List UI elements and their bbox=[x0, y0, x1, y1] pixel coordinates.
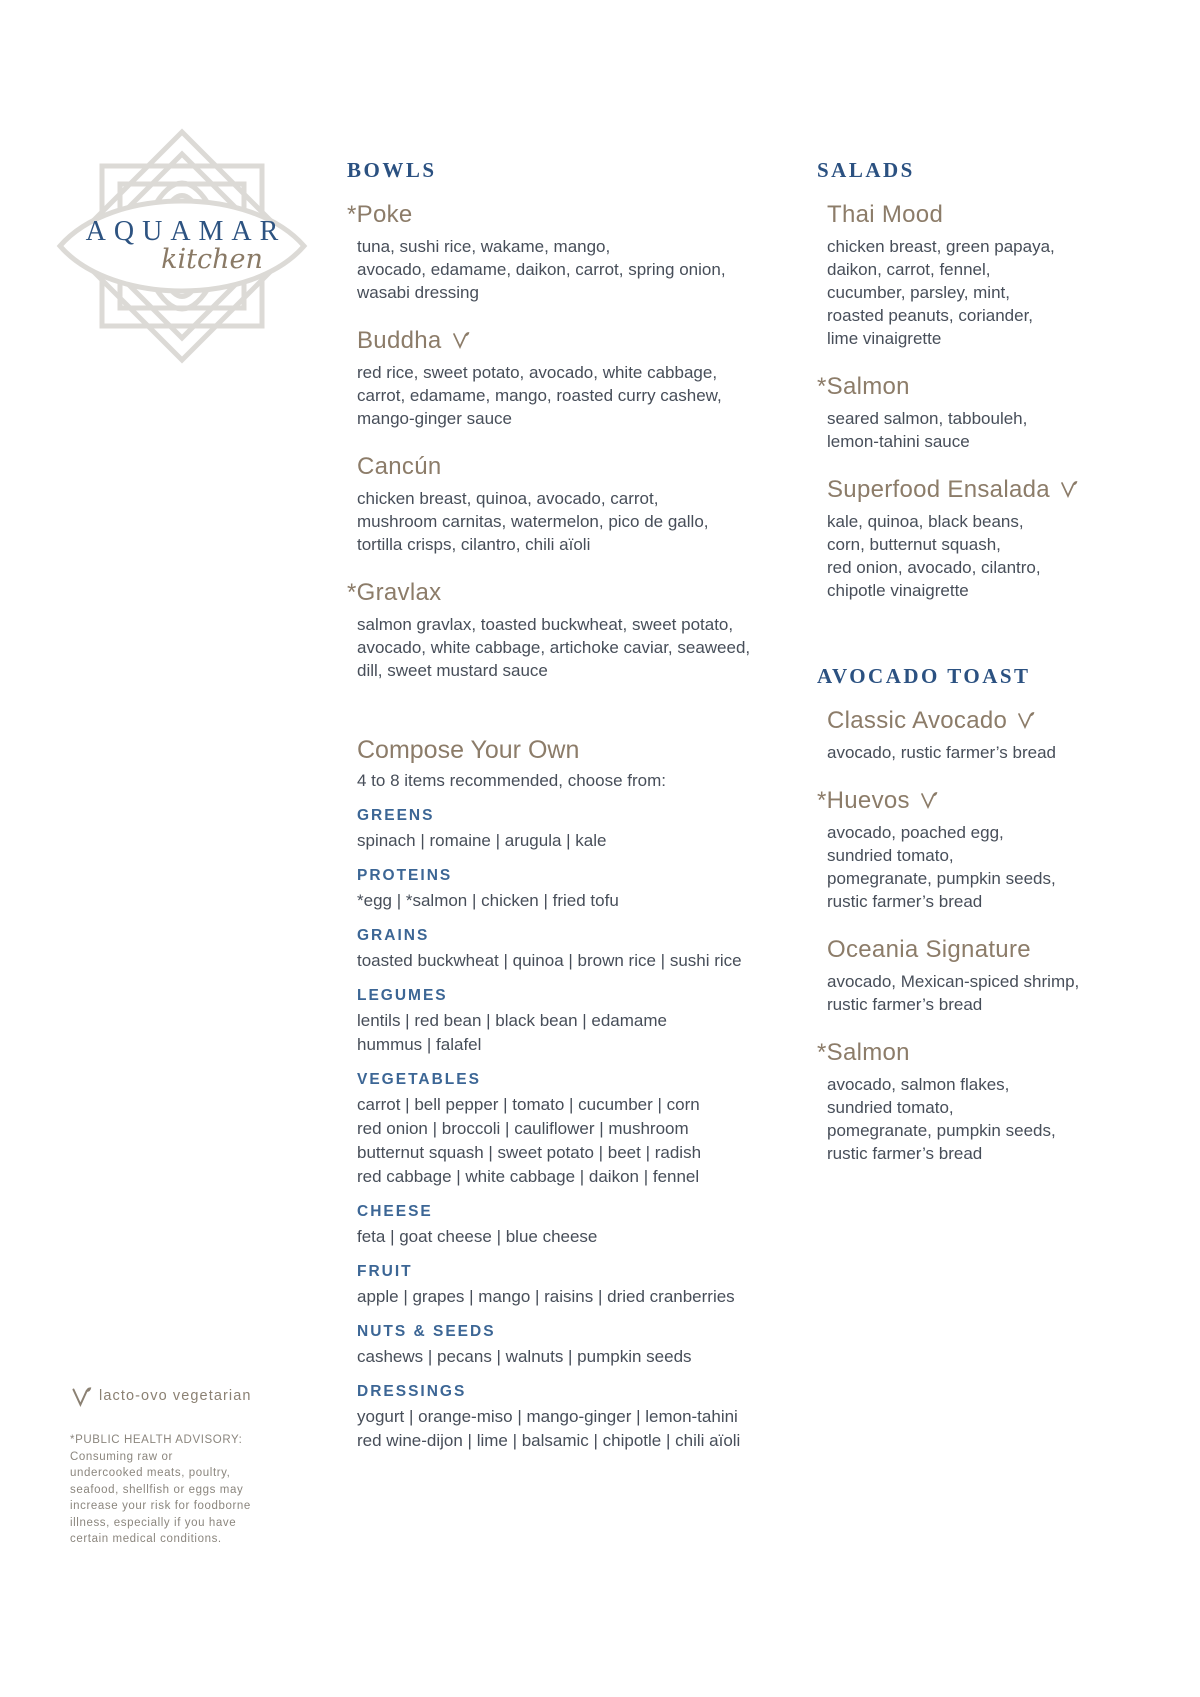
item-name: Superfood Ensalada bbox=[827, 476, 1050, 503]
vegetarian-icon bbox=[70, 1386, 92, 1407]
category-options: butternut squash | sweet potato | beet | radish bbox=[357, 1143, 702, 1162]
category-label: VEGETABLES bbox=[357, 1071, 481, 1088]
item-name: Cancún bbox=[357, 453, 442, 480]
vegetarian-icon bbox=[1059, 480, 1078, 498]
item-desc-line: tuna, sushi rice, wakame, mango, bbox=[357, 237, 611, 256]
item-desc-line: lime vinaigrette bbox=[827, 329, 942, 348]
item-desc-line: salmon gravlax, toasted buckwheat, sweet potato, bbox=[357, 615, 734, 634]
item-desc-line: roasted peanuts, coriander, bbox=[827, 306, 1034, 325]
item-desc-line: red rice, sweet potato, avocado, white cabbage, bbox=[357, 363, 718, 382]
category-options: red cabbage | white cabbage | daikon | fennel bbox=[357, 1167, 700, 1186]
menu-item-thai-mood bbox=[817, 201, 1187, 350]
item-desc-line: avocado, white cabbage, artichoke caviar, seaweed, bbox=[357, 638, 751, 657]
category-nuts-seeds bbox=[347, 1323, 792, 1369]
item-desc-line: mushroom carnitas, watermelon, pico de gallo, bbox=[357, 512, 709, 531]
item-desc-line: rustic farmer’s bread bbox=[827, 892, 983, 911]
category-label: NUTS & SEEDS bbox=[357, 1323, 496, 1340]
menu-item-oceania-signature bbox=[817, 936, 1187, 1016]
right-column bbox=[817, 158, 1187, 1188]
advisory-line: seafood, shellfish or eggs may bbox=[70, 1483, 244, 1496]
item-desc-line: corn, butternut squash, bbox=[827, 535, 1001, 554]
item-desc-line: carrot, edamame, mango, roasted curry cashew, bbox=[357, 386, 722, 405]
item-name: *Poke bbox=[347, 201, 413, 228]
item-name: *Salmon bbox=[817, 373, 910, 400]
item-name: Oceania Signature bbox=[827, 936, 1031, 963]
category-options: carrot | bell pepper | tomato | cucumber | corn bbox=[357, 1095, 700, 1114]
item-desc-line: chipotle vinaigrette bbox=[827, 581, 969, 600]
item-desc-line: chicken breast, quinoa, avocado, carrot, bbox=[357, 489, 659, 508]
category-options: apple | grapes | mango | raisins | dried cranberries bbox=[357, 1287, 735, 1306]
vegetarian-legend bbox=[70, 1385, 320, 1406]
item-desc-line: avocado, Mexican-spiced shrimp, bbox=[827, 972, 1080, 991]
category-options: yogurt | orange-miso | mango-ginger | lemon-tahini bbox=[357, 1407, 738, 1426]
category-options: hummus | falafel bbox=[357, 1035, 482, 1054]
advisory-line: undercooked meats, poultry, bbox=[70, 1467, 231, 1479]
item-desc-line: sundried tomato, bbox=[827, 846, 954, 865]
category-grains bbox=[347, 927, 792, 973]
item-desc-line: dill, sweet mustard sauce bbox=[357, 661, 548, 680]
category-fruit bbox=[347, 1263, 792, 1309]
item-desc-line: avocado, salmon flakes, bbox=[827, 1075, 1010, 1094]
item-desc-line: avocado, edamame, daikon, carrot, spring onion, bbox=[357, 260, 726, 279]
category-options: *egg | *salmon | chicken | fried tofu bbox=[357, 891, 619, 910]
menu-item-superfood-ensalada bbox=[817, 476, 1187, 602]
vegetarian-icon bbox=[451, 331, 470, 349]
advisory-line: illness, especially if you have bbox=[70, 1516, 237, 1529]
brand-logo bbox=[56, 120, 308, 372]
section-title-avocado-toast: AVOCADO TOAST bbox=[817, 664, 1031, 688]
compose-title: Compose Your Own bbox=[357, 736, 580, 764]
category-cheese bbox=[347, 1203, 792, 1249]
section-title-bowls: BOWLS bbox=[347, 158, 437, 182]
brand-subtitle: kitchen bbox=[161, 244, 263, 275]
item-desc-line: seared salmon, tabbouleh, bbox=[827, 409, 1028, 428]
vegetarian-icon bbox=[919, 791, 938, 809]
item-name: Buddha bbox=[357, 327, 442, 354]
item-desc-line: red onion, avocado, cilantro, bbox=[827, 558, 1041, 577]
category-options: red onion | broccoli | cauliflower | mushroom bbox=[357, 1119, 689, 1138]
category-proteins bbox=[347, 867, 792, 913]
category-dressings bbox=[347, 1383, 792, 1453]
advisory-line: Consuming raw or bbox=[70, 1450, 173, 1463]
category-label: GREENS bbox=[357, 807, 435, 824]
section-title-salads: SALADS bbox=[817, 158, 915, 182]
category-options: red wine-dijon | lime | balsamic | chipotle | chili aïoli bbox=[357, 1431, 741, 1450]
item-name: *Huevos bbox=[817, 787, 910, 814]
avocado-toast-section bbox=[817, 664, 1187, 1165]
compose-your-own-section bbox=[347, 736, 792, 1453]
vegetarian-legend-label: lacto-ovo vegetarian bbox=[99, 1387, 252, 1404]
menu-item-poke bbox=[347, 201, 792, 304]
advisory-line: increase your risk for foodborne bbox=[70, 1500, 251, 1512]
item-desc-line: chicken breast, green papaya, bbox=[827, 237, 1055, 256]
item-desc-line: avocado, poached egg, bbox=[827, 823, 1004, 842]
category-options: cashews | pecans | walnuts | pumpkin seeds bbox=[357, 1347, 692, 1366]
item-desc-line: mango-ginger sauce bbox=[357, 409, 512, 428]
left-column bbox=[347, 158, 792, 1467]
category-label: DRESSINGS bbox=[357, 1383, 467, 1400]
category-label: FRUIT bbox=[357, 1263, 413, 1280]
advisory-line: certain medical conditions. bbox=[70, 1533, 222, 1545]
menu-item-cancun bbox=[347, 453, 792, 556]
item-desc-line: pomegranate, pumpkin seeds, bbox=[827, 1121, 1056, 1140]
brand-name: AQUAMAR bbox=[85, 216, 287, 247]
item-desc-line: kale, quinoa, black beans, bbox=[827, 512, 1024, 531]
item-name: *Salmon bbox=[817, 1039, 910, 1066]
vegetarian-icon bbox=[1016, 711, 1035, 729]
menu-item-salmon-toast bbox=[817, 1039, 1187, 1165]
category-legumes bbox=[347, 987, 792, 1057]
category-options: lentils | red bean | black bean | edamame bbox=[357, 1011, 667, 1030]
category-vegetables bbox=[347, 1071, 792, 1189]
item-desc-line: tortilla crisps, cilantro, chili aïoli bbox=[357, 535, 591, 554]
public-health-advisory bbox=[70, 1432, 320, 1548]
item-desc-line: wasabi dressing bbox=[357, 283, 479, 302]
category-label: GRAINS bbox=[357, 927, 430, 944]
category-greens bbox=[347, 807, 792, 853]
category-label: CHEESE bbox=[357, 1203, 433, 1220]
menu-item-buddha bbox=[347, 327, 792, 430]
item-desc-line: pomegranate, pumpkin seeds, bbox=[827, 869, 1056, 888]
item-name: Classic Avocado bbox=[827, 707, 1008, 734]
menu-item-salmon-salad bbox=[817, 373, 1187, 453]
menu-item-gravlax bbox=[347, 579, 792, 682]
category-options: spinach | romaine | arugula | kale bbox=[357, 831, 607, 850]
item-desc-line: sundried tomato, bbox=[827, 1098, 954, 1117]
compose-subtitle: 4 to 8 items recommended, choose from: bbox=[357, 771, 666, 790]
item-name: Thai Mood bbox=[827, 201, 944, 228]
category-options: toasted buckwheat | quinoa | brown rice | sushi rice bbox=[357, 951, 742, 970]
footer bbox=[70, 1385, 320, 1548]
advisory-line: *PUBLIC HEALTH ADVISORY: bbox=[70, 1434, 243, 1446]
item-name: *Gravlax bbox=[347, 579, 442, 606]
category-label: PROTEINS bbox=[357, 867, 453, 884]
item-desc-line: cucumber, parsley, mint, bbox=[827, 283, 1010, 302]
category-options: feta | goat cheese | blue cheese bbox=[357, 1227, 598, 1246]
item-desc-line: rustic farmer’s bread bbox=[827, 1144, 983, 1163]
menu-item-classic-avocado bbox=[817, 707, 1187, 764]
item-desc-line: rustic farmer’s bread bbox=[827, 995, 983, 1014]
item-desc-line: daikon, carrot, fennel, bbox=[827, 260, 991, 279]
category-label: LEGUMES bbox=[357, 987, 448, 1004]
item-desc-line: avocado, rustic farmer’s bread bbox=[827, 743, 1056, 762]
item-desc-line: lemon-tahini sauce bbox=[827, 432, 970, 451]
menu-item-huevos bbox=[817, 787, 1187, 913]
